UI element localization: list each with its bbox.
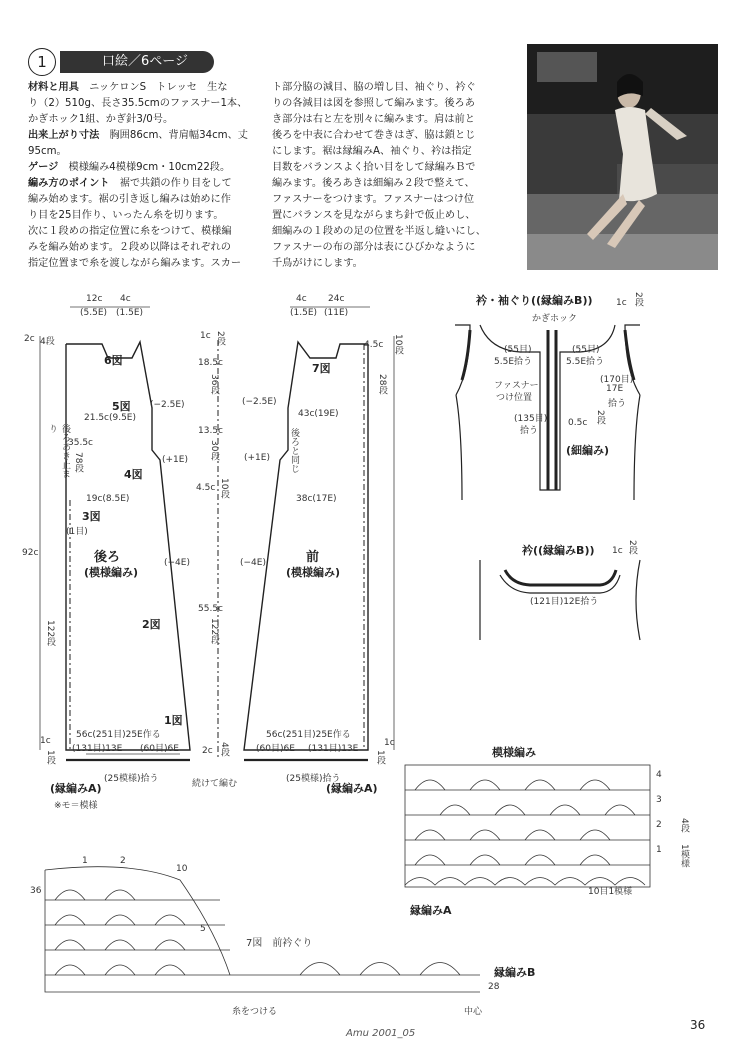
collar2-count: (121目)12E拾う — [530, 597, 599, 607]
fig7-row: 2 — [120, 856, 126, 866]
collar-left-count: (55目) — [504, 345, 532, 355]
stitch-rows-count: 4段 — [679, 818, 689, 833]
front-waist-width: 38c(17E) — [296, 494, 337, 504]
back-total-height: 92c — [22, 548, 39, 558]
back-fig4: 4図 — [124, 468, 143, 481]
points-line: 編み始めます。裾の引き返し編みは始めに作 — [28, 194, 231, 205]
col2-line: ト部分脇の減目、脇の増し目、袖ぐり、衿ぐ — [272, 82, 476, 93]
back-shoulder-height: 2c — [24, 334, 35, 344]
fig7-row: 10 — [176, 864, 188, 874]
back-fig6: 6図 — [104, 354, 123, 367]
back-shoulder-height-rows: 4段 — [40, 337, 55, 347]
back-fig5: 5図 — [112, 400, 131, 413]
size-label: 出来上がり寸法 — [28, 130, 100, 141]
front-hem-rows: 1段 — [375, 750, 385, 765]
col2-line: りの各減目は図を参照して編みます。後ろあ — [272, 98, 475, 109]
page-number: 36 — [690, 1018, 706, 1032]
gauge-text: 模様編み4模様9cm・10cm22段。 — [68, 162, 231, 173]
col2-line: 後ろを中表に合わせて巻きはぎ、脇は鎖とじ — [272, 130, 476, 141]
front-fig7: 7図 — [312, 362, 331, 375]
col2-line: 細編みの１段めの足の位置を半返し縫いにし、 — [272, 226, 486, 237]
fig7-start: 糸をつける — [232, 1007, 278, 1017]
back-pattern: (模様編み) — [84, 566, 139, 579]
materials-line: ニッケロンS トレッセ 生な — [89, 82, 228, 93]
col2-line: にします。裾は縁編みA、袖ぐり、衿は指定 — [272, 146, 472, 157]
front-neck-depth-rows: 28段 — [377, 374, 387, 395]
points-line: 指定位置まで糸を渡しながら編みます。スカー — [28, 258, 242, 269]
back-opening-rows: 78段 — [73, 452, 83, 473]
collar2-rows-c: 1c — [612, 546, 623, 556]
fig7-row: 36 — [30, 886, 42, 896]
center-h1: 1c — [200, 331, 211, 341]
zipper-position: つけ位置 — [496, 393, 533, 403]
front-side-inc: (+1E) — [244, 453, 270, 463]
back-note: ※モ＝模様 — [54, 801, 98, 811]
back-bottom-right: (60目)6E — [140, 744, 179, 754]
back-fig2: 2図 — [142, 618, 161, 631]
back-total-rows: 122段 — [45, 620, 55, 647]
center-h2-rows: 36段 — [209, 374, 219, 395]
center-h3-rows: 30段 — [209, 440, 219, 461]
materials-line: かぎホック1組、かぎ針3/0号。 — [28, 114, 174, 125]
front-shoulder-rows: (1.5E) — [290, 308, 318, 318]
center-h3: 13.5c — [198, 426, 223, 436]
center-continue: 続けて編む — [192, 779, 238, 789]
points-label: 編み方のポイント — [28, 178, 110, 189]
front-title: 前 — [306, 550, 320, 565]
points-line: 裾で共鎖の作り目をして — [119, 178, 232, 189]
front-pickup: (25模様)拾う — [286, 774, 341, 784]
back-hem-height: 1c — [40, 736, 51, 746]
zipper-label: ファスナー — [494, 381, 539, 391]
armhole-count: (170目) — [600, 375, 634, 385]
front-neck-width: 24c — [328, 294, 345, 304]
collar-rows-c: 1c — [616, 298, 627, 308]
front-shoulder-height-rows: 10段 — [393, 334, 403, 355]
front-bottom-right: (131目)13E — [308, 744, 359, 754]
center-h5: 55.5c — [198, 604, 223, 614]
materials-line: り（2）510g、長さ35.5cmのファスナー1本、 — [28, 98, 248, 109]
back-edge: (縁編みA) — [50, 782, 102, 795]
stitch-row-label: 4 — [656, 770, 662, 780]
col2-line: ファスナーをつけます。ファスナーはつけ位 — [272, 194, 475, 205]
materials-label: 材料と用具 — [28, 82, 79, 93]
center-h4: 4.5c — [196, 483, 216, 493]
front-shoulder-width: 4c — [296, 294, 307, 304]
back-shoulder-rows: (1.5E) — [116, 308, 144, 318]
points-line: り目を25目作り、いったん糸を切ります。 — [28, 210, 224, 221]
front-neck-rows: (11E) — [324, 308, 349, 318]
collar2-title: 衿((縁編みB)) — [522, 544, 595, 557]
size-line: 95cm。 — [28, 146, 67, 157]
front-shoulder-height: 4.5c — [364, 340, 384, 350]
back-hem-rows: 1段 — [45, 750, 55, 765]
zipper-edge-c: 0.5c — [568, 418, 588, 428]
col2-line: 千鳥がけにします。 — [272, 258, 363, 269]
back-chest-width: 21.5c(9.5E) — [84, 413, 137, 423]
center-h5-rows: 122段 — [209, 618, 219, 645]
collar-hook: かぎホック — [532, 314, 578, 324]
fig7-title: 7図 前衿ぐり — [246, 938, 313, 949]
col2-line: き部分は右と左を別々に編みます。肩は前と — [272, 114, 475, 125]
stitch-row-label: 3 — [656, 795, 662, 805]
collar-title: 衿・袖ぐり((縁編みB)) — [476, 294, 593, 307]
fig7-center: 中心 — [464, 1007, 483, 1017]
fig7-chart — [45, 867, 480, 992]
front-chest-width: 43c(19E) — [298, 409, 339, 419]
front-bottom-width: 56c(251目)25E作る — [266, 730, 351, 740]
points-line: 次に１段めの指定位置に糸をつけて、模様編 — [28, 226, 232, 237]
fig7-row: 5 — [200, 924, 206, 934]
points-line: みを編み始めます。２段め以降はそれぞれの — [28, 242, 231, 253]
back-fig1: 1図 — [164, 714, 183, 727]
collar2-rows: 2段 — [627, 540, 637, 555]
back-pickup: (25模様)拾う — [104, 774, 159, 784]
fig7-row: 28 — [488, 982, 500, 992]
stitch-row-label: 1 — [656, 845, 662, 855]
zipper-pick: 拾う — [520, 426, 539, 436]
stitch-pattern-label: 1模様 — [679, 844, 689, 868]
back-title: 後ろ — [94, 550, 121, 565]
magazine-footer: Amu 2001_05 — [346, 1028, 416, 1039]
front-side-dec: (−4E) — [240, 558, 266, 568]
back-side-dec: (−4E) — [164, 558, 190, 568]
fig7-row: 1 — [82, 856, 88, 866]
front-hem-height: 1c — [384, 738, 395, 748]
col2-line: 目数をバランスよく拾い目をして縁編みＢで — [272, 162, 476, 173]
fig7-edge-b: 縁編みB — [494, 966, 536, 979]
section-title: 口絵／6ページ — [60, 51, 214, 73]
gauge-label: ゲージ — [28, 162, 59, 173]
armhole-pick: 拾う — [608, 399, 627, 409]
section-number: 1 — [28, 48, 56, 76]
back-top-width-rows: (5.5E) — [80, 308, 108, 318]
col2-line: 置にバランスを見ながらまち針で仮止めし、 — [272, 210, 476, 221]
back-bottom-width: 56c(251目)25E作る — [76, 730, 161, 740]
center-h6-rows: 4段 — [219, 742, 229, 757]
back-opening-height: 35.5c — [68, 438, 93, 448]
front-armhole-dec: (−2.5E) — [242, 397, 277, 407]
back-armhole-dec: (−2.5E) — [150, 400, 185, 410]
back-fig3: 3図 — [82, 510, 101, 523]
zipper-edge-rows: 2段 — [595, 410, 605, 425]
collar-left-pick: 5.5E拾う — [494, 357, 532, 367]
center-h4-rows: 10段 — [219, 478, 229, 499]
center-h6: 2c — [202, 746, 213, 756]
zipper-count: (135目) — [514, 414, 548, 424]
back-waist-width: 19c(8.5E) — [86, 494, 130, 504]
back-opening-label: 後ろあき止まり — [47, 424, 70, 478]
back-bottom-left: (131目)13E — [72, 744, 123, 754]
edge-a-label: 縁編みA — [410, 904, 452, 917]
size-line: 胸囲86cm、背肩幅34cm、丈 — [109, 130, 248, 141]
back-fig3-note: (1目) — [66, 527, 88, 537]
center-h2: 18.5c — [198, 358, 223, 368]
front-bottom-left: (60目)6E — [256, 744, 295, 754]
armhole-repeat: 17E — [606, 384, 624, 394]
collar-right-count: (55目) — [572, 345, 600, 355]
collar-right-pick: 5.5E拾う — [566, 357, 604, 367]
col2-line: 編みます。後ろあきは細編み２段で整えて、 — [272, 178, 475, 189]
col2-line: ファスナーの布の部分は表にひびかなように — [272, 242, 476, 253]
zipper-fine: (細編み) — [566, 444, 610, 457]
stitch-chart — [405, 765, 650, 887]
front-same-as-back: 後ろと同じ — [289, 428, 299, 473]
collar-rows: 2段 — [633, 292, 643, 307]
back-side-inc: (+1E) — [162, 455, 188, 465]
stitch-title: 模様編み — [492, 746, 536, 759]
center-h1-rows: 2段 — [215, 331, 225, 346]
stitch-row-label: 2 — [656, 820, 662, 830]
back-top-width: 12c — [86, 294, 103, 304]
front-edge: (縁編みA) — [326, 782, 378, 795]
front-pattern: (模様編み) — [286, 566, 341, 579]
stitch-repeat: 10目1模様 — [588, 887, 633, 897]
back-shoulder-width: 4c — [120, 294, 131, 304]
